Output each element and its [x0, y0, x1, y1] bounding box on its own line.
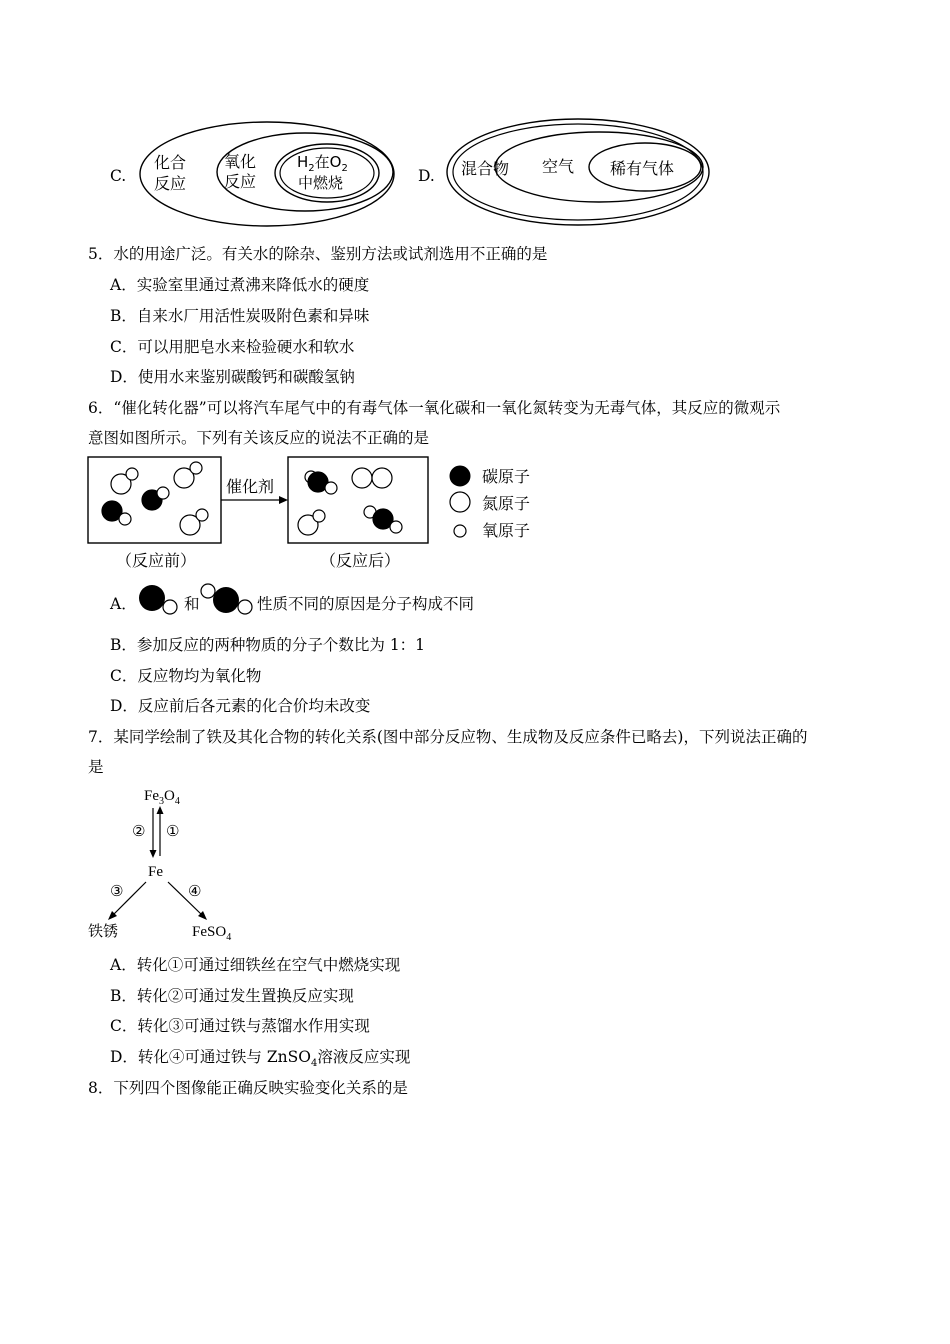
venn-d-middle: 空气 — [542, 157, 575, 176]
q4-option-c-diagram — [138, 118, 400, 230]
label-3: ③ — [110, 882, 124, 900]
co2-molecule-icon — [200, 581, 256, 617]
q5-option-d[interactable]: D．使用水来鉴别碳酸钙和碳酸氢钠 — [110, 368, 355, 386]
label-4: ④ — [188, 882, 202, 900]
legend-carbon: 碳原子 — [482, 467, 531, 486]
venn-d-inner: 稀有气体 — [610, 159, 675, 178]
q6-stem-line1: 6．“催化转化器”可以将汽车尾气中的有毒气体一氧化碳和一氧化氮转变为无毒气体，其反应的微观示 — [88, 399, 781, 417]
q7-stem-line1: 7．某同学绘制了铁及其化合物的转化关系(图中部分反应物、生成物及反应条件已略去)，下列说法正确的 — [88, 728, 808, 746]
q7-stem-line2: 是 — [88, 758, 104, 776]
venn-d-outer: 混合物 — [461, 159, 510, 178]
venn-c-inner-2: 中燃烧 — [298, 174, 344, 192]
node-rust: 铁锈 — [88, 922, 119, 940]
q4-option-c-letter: C. — [110, 167, 127, 185]
catalyst-label: 催化剂 — [226, 477, 275, 496]
legend-carbon-icon — [450, 466, 470, 486]
q5-option-b[interactable]: B．自来水厂用活性炭吸附色素和异味 — [110, 307, 370, 325]
after-label: （反应后） — [320, 551, 401, 570]
label-2: ② — [132, 822, 146, 840]
q7-option-c[interactable]: C．转化③可通过铁与蒸馏水作用实现 — [110, 1017, 370, 1035]
q6-stem-line2: 意图如图所示。下列有关该反应的说法不正确的是 — [88, 429, 430, 447]
node-feso4: FeSO$_4$ — [192, 924, 232, 943]
venn-c-middle-1: 氧化 — [224, 152, 257, 171]
q6-reaction-figure — [86, 454, 546, 574]
node-fe: Fe — [148, 864, 163, 880]
q5-stem: 5．水的用途广泛。有关水的除杂、鉴别方法或试剂选用不正确的是 — [88, 245, 548, 263]
q7-option-a[interactable]: A．转化①可通过细铁丝在空气中燃烧实现 — [110, 956, 401, 974]
legend-oxygen-icon — [454, 525, 466, 537]
venn-c-inner-1: $H_2$在$O_2$ — [297, 153, 348, 174]
venn-c-outer-2: 反应 — [154, 174, 187, 193]
q6-option-d[interactable]: D．反应前后各元素的化合价均未改变 — [110, 697, 371, 715]
q6-option-a-and: 和 — [184, 595, 200, 613]
q6-option-c[interactable]: C．反应物均为氧化物 — [110, 667, 262, 685]
q6-option-b[interactable]: B．参加反应的两种物质的分子个数比为 1：1 — [110, 636, 426, 654]
legend-oxygen: 氧原子 — [482, 521, 531, 540]
q7-option-b[interactable]: B．转化②可通过发生置换反应实现 — [110, 987, 354, 1005]
venn-c-outer-1: 化合 — [154, 153, 187, 172]
q7-iron-figure — [86, 780, 256, 945]
q6-option-a-letter[interactable]: A． — [110, 595, 137, 613]
q4-option-d-diagram — [445, 116, 711, 230]
before-label: （反应前） — [116, 551, 197, 570]
q6-option-a-text: 性质不同的原因是分子构成不同 — [257, 595, 475, 613]
q4-option-d-letter: D. — [418, 167, 435, 185]
co-molecule-icon — [138, 583, 180, 617]
q7-option-d-sub: 4 — [310, 1058, 318, 1070]
q7-option-d-pre: D．转化④可通过铁与 ZnSO — [110, 1048, 311, 1066]
q5-option-c[interactable]: C．可以用肥皂水来检验硬水和软水 — [110, 338, 355, 356]
node-fe3o4: $Fe_3O_4$ — [144, 788, 180, 807]
venn-c-middle-2: 反应 — [224, 172, 257, 191]
legend-nitrogen-icon — [450, 492, 470, 512]
label-1: ① — [166, 822, 180, 840]
q7-option-d-post: 溶液反应实现 — [317, 1048, 411, 1066]
q7-option-d[interactable] — [110, 1047, 410, 1074]
legend-nitrogen: 氮原子 — [482, 494, 531, 513]
q5-option-a[interactable]: A．实验室里通过煮沸来降低水的硬度 — [110, 276, 370, 294]
q8-stem: 8．下列四个图像能正确反映实验变化关系的是 — [88, 1079, 408, 1097]
